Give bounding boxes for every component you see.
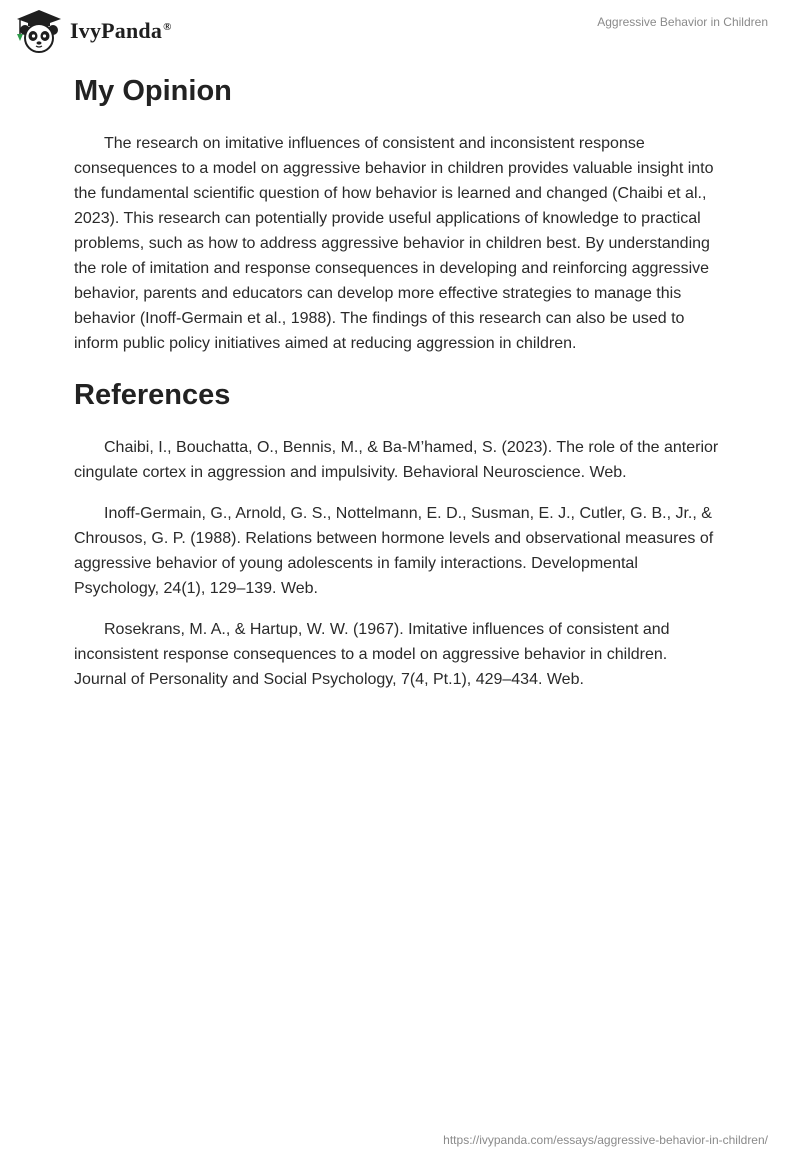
reference-item: Inoff-Germain, G., Arnold, G. S., Nottelmann, E. D., Susman, E. J., Cutler, G. B., Jr., & Chrousos, G. P. (1988). Relations between hormone levels and observational measures of aggressive behavior of young adolescents in family interactions. Developmental Psychology, 24(1), 129–139. Web. — [74, 505, 714, 597]
essay-content — [74, 72, 724, 708]
opinion-paragraph: The research on imitative influences of consistent and inconsistent response consequences to a model on aggressive behavior in children provides valuable insight into the fundamental scientific question of how behavior is learned and changed (Chaibi et al., 2023). This research can potentially provide useful applications of knowledge to practical problems, such as how to address aggressive behavior in children best. By understanding the role of imitation and response consequences in developing and reinforcing aggressive behavior, parents and educators can develop more effective strategies to manage this behavior (Inoff-Germain et al., 1988). The findings of this research can also be used to inform public policy initiatives aimed at reducing aggression in children. — [74, 135, 714, 352]
ivypanda-logo[interactable] — [14, 8, 172, 54]
page-header — [0, 0, 800, 70]
references-heading: References — [74, 379, 231, 411]
running-title: Aggressive Behavior in Children — [597, 15, 768, 29]
reference-item: Chaibi, I., Bouchatta, O., Bennis, M., & Ba-M’hamed, S. (2023). The role of the anterior cingulate cortex in aggression and impulsivity. Behavioral Neuroscience. Web. — [74, 439, 719, 481]
opinion-heading: My Opinion — [74, 75, 232, 107]
reference-item: Rosekrans, M. A., & Hartup, W. W. (1967). Imitative influences of consistent and inconsistent response consequences to a model on aggressive behavior in children. Journal of Personality and Social Psychology, 7(4, Pt.1), 429–434. Web. — [74, 621, 670, 688]
brand-name: IvyPanda® — [70, 18, 172, 43]
source-url[interactable]: https://ivypanda.com/essays/aggressive-behavior-in-children/ — [443, 1133, 768, 1147]
panda-icon — [14, 8, 64, 54]
references-list — [74, 435, 724, 692]
